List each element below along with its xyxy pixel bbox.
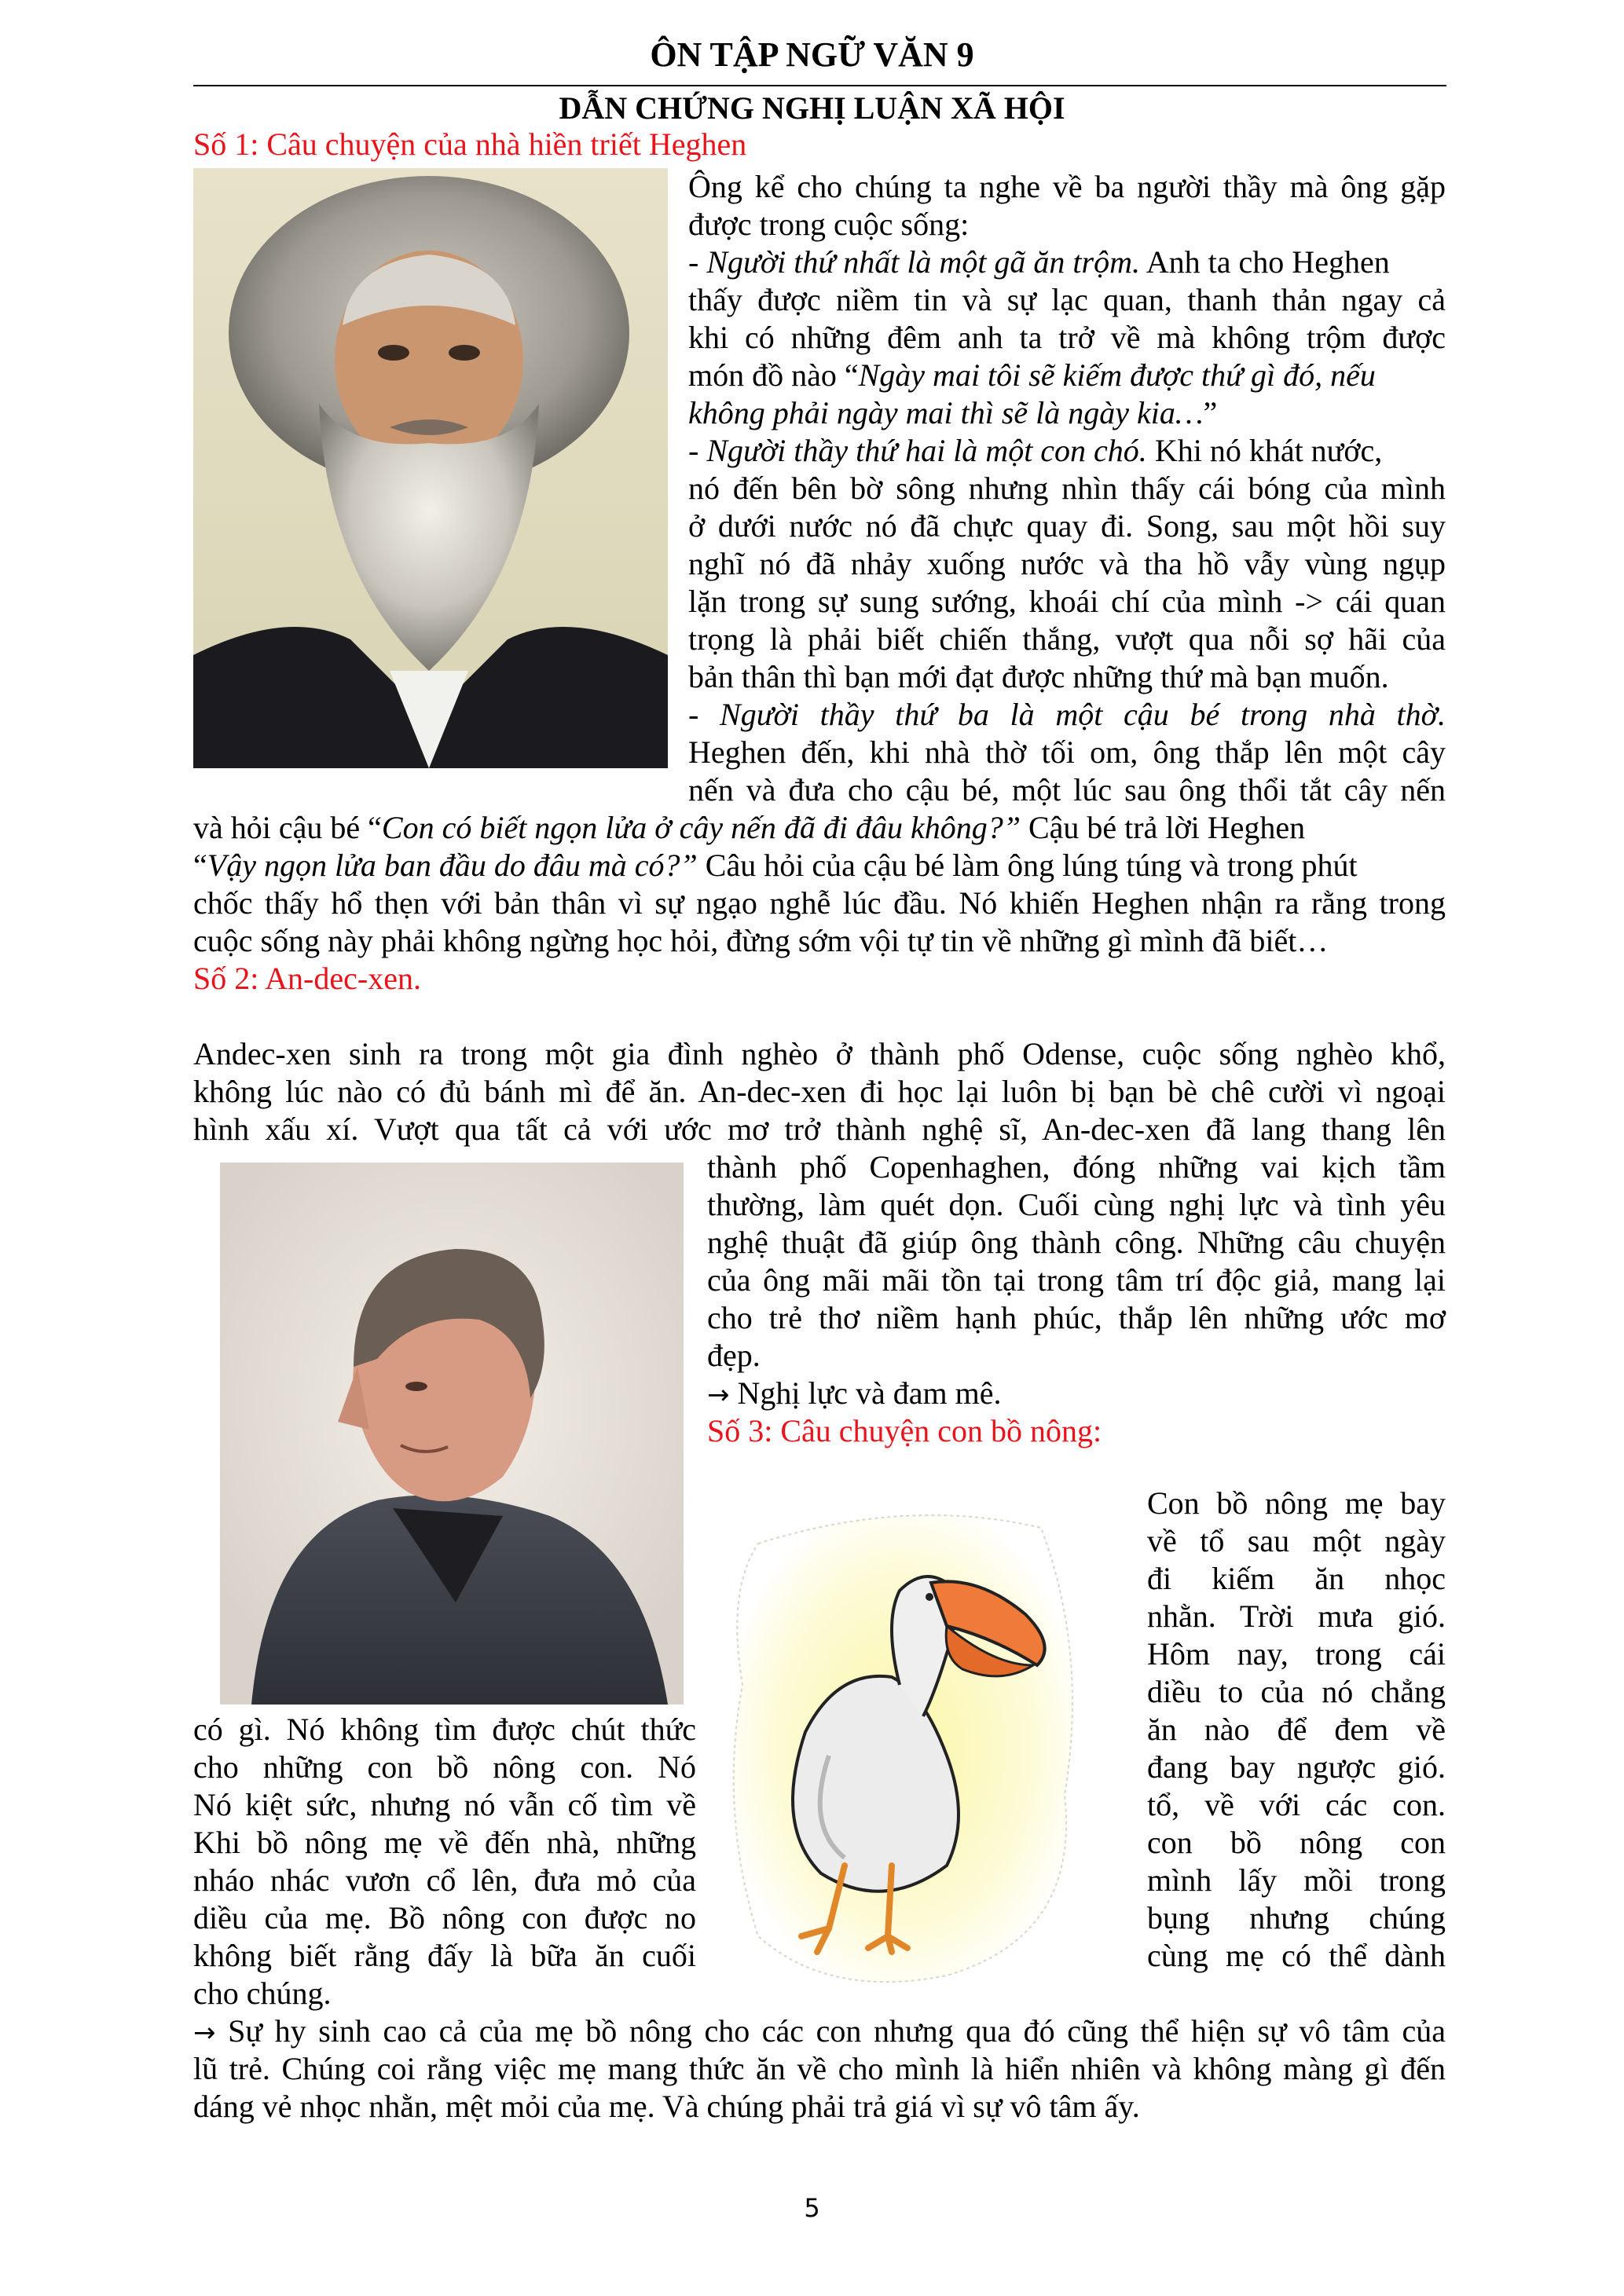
section-3-left-line: nháo nhác vươn cổ lên, đưa mỏ của — [193, 1862, 696, 1898]
section-1-line-italic: không phải ngày mai thì sẽ là ngày kia… — [688, 395, 1204, 430]
section-1-line: thấy được niềm tin và sự lạc quan, thanh thản ngay cả — [688, 282, 1446, 317]
section-1-line-text: “ — [193, 848, 207, 883]
section-3-right-line: nhằn. Trời mưa gió. — [1147, 1598, 1446, 1634]
section-3-conclusion-text: Sự hy sinh cao cả của mẹ bồ nông cho các con nhưng qua đó cũng thể hiện sự vô tâm của — [215, 2013, 1446, 2049]
section-1-line-text: Cậu bé trả lời Heghen — [1020, 810, 1306, 845]
section-1-line-text: Khi nó khát nước, — [1146, 433, 1383, 468]
section-1-line — [688, 394, 1217, 432]
section-1-line — [193, 847, 1358, 884]
section-3-right-line: Con bồ nông mẹ bay — [1147, 1485, 1446, 1521]
arrow-icon: → — [707, 1379, 730, 1411]
section-3-left-line: cho chúng. — [193, 1976, 332, 2011]
section-2-line: Andec-xen sinh ra trong một gia đình nghèo ở thành phố Odense, cuộc sống nghèo khổ, — [193, 1036, 1446, 1071]
section-3-right-line: cùng mẹ có thể dành — [1147, 1938, 1446, 1973]
section-2-line: đẹp. — [707, 1338, 761, 1373]
section-1-line-text: Anh ta cho Heghen — [1140, 244, 1390, 280]
section-1-line: - Người thầy thứ ba là một cậu bé trong nhà thờ. — [688, 697, 1446, 732]
section-1-line: Ông kể cho chúng ta nghe về ba người thầy mà ông gặp — [688, 169, 1446, 204]
section-3-right-line: con bồ nông con — [1147, 1825, 1446, 1860]
section-1-heading: Số 1: Câu chuyện của nhà hiền triết Heghen — [193, 126, 747, 162]
section-1-line-italic: Vậy ngọn lửa ban đầu do đâu mà có?” — [207, 848, 698, 883]
section-3-left-line: không biết rằng đấy là bữa ăn cuối — [193, 1938, 696, 1973]
page-number: 5 — [804, 2193, 820, 2223]
section-2-line: thường, làm quét dọn. Cuối cùng nghị lực và tình yêu — [707, 1187, 1446, 1222]
section-1-line — [688, 244, 1390, 281]
section-2-line: không lúc nào có đủ bánh mì để ăn. An-dec-xen đi học lại luôn bị bạn bè chê cười vì ngoại — [193, 1074, 1446, 1109]
section-3-left-line: diều của mẹ. Bồ nông con được no — [193, 1900, 696, 1935]
section-2-heading: Số 2: An-dec-xen. — [193, 961, 421, 996]
section-3-right-line: về tổ sau một ngày — [1147, 1523, 1446, 1558]
page-subtitle: DẪN CHỨNG NGHỊ LUẬN XÃ HỘI — [559, 90, 1065, 126]
section-1-line — [193, 809, 1305, 847]
section-1-line-text: ” — [1203, 395, 1218, 430]
section-1-line — [688, 432, 1382, 470]
section-3-conclusion-line: lũ trẻ. Chúng coi rằng việc mẹ mang thức ăn về cho mình là hiển nhiên và không màng gì đến — [193, 2051, 1446, 2086]
header-rule — [193, 85, 1446, 86]
section-3-conclusion-line: dáng vẻ nhọc nhằn, mệt mỏi của mẹ. Và chúng phải trả giá vì sự vô tâm ấy. — [193, 2089, 1140, 2124]
arrow-icon: → — [193, 2017, 216, 2049]
section-3-left-line: có gì. Nó không tìm được chút thức — [193, 1712, 696, 1747]
andersen-portrait-image — [220, 1163, 684, 1705]
section-1-line: trọng là phải biết chiến thắng, vượt qua nỗi sợ hãi của — [688, 621, 1446, 657]
page-title: ÔN TẬP NGỮ VĂN 9 — [650, 35, 974, 74]
section-2-conclusion-text: Nghị lực và đam mê. — [729, 1375, 1002, 1411]
section-3-heading: Số 3: Câu chuyện con bồ nông: — [707, 1413, 1102, 1448]
section-1-line: chốc thấy hổ thẹn với bản thân vì sự ngạo nghễ lúc đầu. Nó khiến Heghen nhận ra rằng trong — [193, 885, 1446, 921]
section-3-conclusion — [193, 2012, 1446, 2052]
section-2-line: hình xấu xí. Vượt qua tất cả với ước mơ trở thành nghệ sĩ, An-dec-xen đã lang thang lên — [193, 1111, 1446, 1147]
section-1-line-text: Câu hỏi của cậu bé làm ông lúng túng và trong phút — [697, 848, 1358, 883]
section-2-line: của ông mãi mãi tồn tại trong tâm trí độc giả, mang lại — [707, 1262, 1446, 1298]
section-3-right-line: bụng nhưng chúng — [1147, 1900, 1446, 1935]
section-2-line: thành phố Copenhaghen, đóng những vai kịch tầm — [707, 1149, 1446, 1185]
section-1-line-text: món đồ nào “ — [688, 357, 859, 393]
section-1-line: được trong cuộc sống: — [688, 207, 970, 242]
section-1-line-italic: Ngày mai tôi sẽ kiếm được thứ gì đó, nếu — [858, 357, 1376, 393]
section-1-line: khi có những đêm anh ta trở về mà không trộm được — [688, 320, 1446, 355]
section-3-left-line: cho những con bồ nông con. Nó — [193, 1749, 696, 1785]
section-3-right-line: mình lấy mồi trong — [1147, 1862, 1446, 1898]
hegel-portrait-image — [193, 168, 668, 768]
section-1-line: Heghen đến, khi nhà thờ tối om, ông thắp lên một cây — [688, 734, 1446, 770]
section-2-line: nghệ thuật đã giúp ông thành công. Những câu chuyện — [707, 1225, 1446, 1260]
section-3-right-line: diều to của nó chẳng — [1147, 1674, 1446, 1709]
section-3-right-line: đang bay ngược gió. — [1147, 1749, 1446, 1785]
section-1-line-italic: - Người thầy thứ hai là một con chó. — [688, 433, 1147, 468]
section-1-line: nó đến bên bờ sông nhưng nhìn thấy cái bóng của mình — [688, 471, 1446, 506]
section-1-line-italic: - Người thứ nhất là một gã ăn trộm. — [688, 244, 1140, 280]
section-1-line: nến và đưa cho cậu bé, một lúc sau ông thổi tắt cây nến — [688, 772, 1446, 807]
section-1-line: bản thân thì bạn mới đạt được những thứ mà bạn muốn. — [688, 659, 1389, 694]
section-1-line: ở dưới nước nó đã chực quay đi. Song, sau một hồi suy — [688, 508, 1446, 544]
section-1-line — [688, 357, 1376, 394]
section-3-right-line: đi kiếm ăn nhọc — [1147, 1561, 1446, 1596]
section-3-left-line: Khi bồ nông mẹ về đến nhà, những — [193, 1825, 696, 1860]
section-1-line: lặn trong sự sung sướng, khoái chí của mình -> cái quan — [688, 584, 1446, 619]
section-2-conclusion — [707, 1375, 1002, 1414]
section-2-line: cho trẻ thơ niềm hạnh phúc, thắp lên những ước mơ — [707, 1300, 1446, 1335]
section-1-line-text: và hỏi cậu bé “ — [193, 810, 382, 845]
section-3-right-line: tổ, về với các con. — [1147, 1787, 1446, 1822]
section-3-left-line: Nó kiệt sức, nhưng nó vẫn cố tìm về — [193, 1787, 696, 1822]
section-3-right-line: ăn nào để đem về — [1147, 1712, 1446, 1747]
section-1-line-italic: Con có biết ngọn lửa ở cây nến đã đi đâu không?” — [381, 810, 1021, 845]
section-1-line: nghĩ nó đã nhảy xuống nước và tha hồ vẫy vùng ngụp — [688, 546, 1446, 581]
section-1-line: cuộc sống này phải không ngừng học hỏi, đừng sớm vội tự tin về những gì mình đã biết… — [193, 923, 1329, 958]
section-3-right-line: Hôm nay, trong cái — [1147, 1636, 1446, 1672]
pelican-image — [711, 1496, 1104, 1999]
